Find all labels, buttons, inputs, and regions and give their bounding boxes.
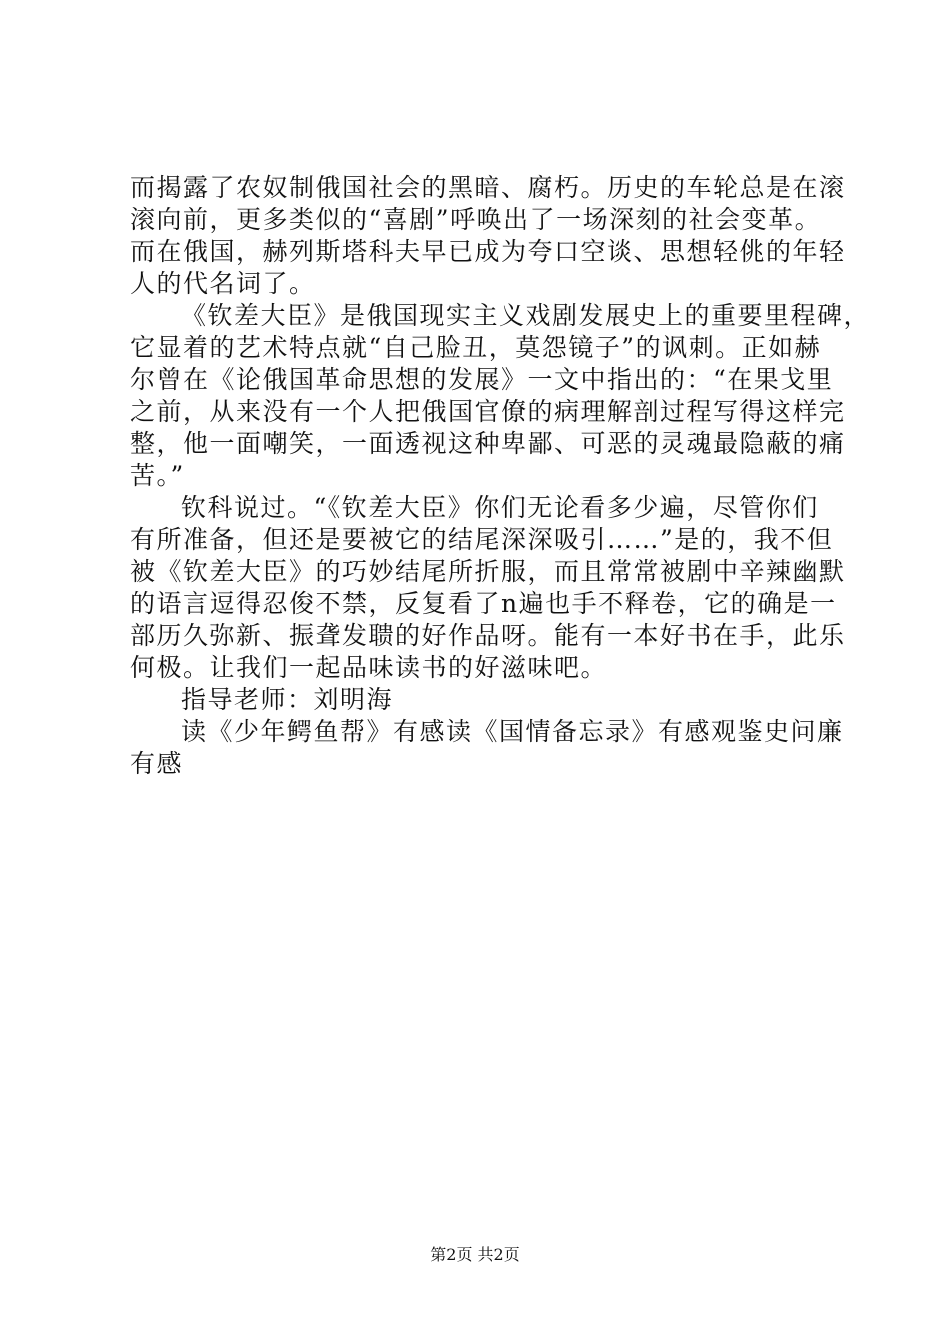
text-line: 有感	[130, 749, 184, 778]
paragraph-3	[130, 492, 846, 684]
text-line: 而在俄国，赫列斯塔科夫早已成为夸口空谈、思想轻佻的年轻	[130, 237, 846, 266]
text-line: 被《钦差大臣》的巧妙结尾所折服，而且常常被剧中辛辣幽默	[130, 557, 846, 586]
text-line: 的语言逗得忍俊不禁，反复看了n遍也手不释卷，它的确是一	[130, 589, 837, 618]
text-line: 滚向前，更多类似的“喜剧”呼唤出了一场深刻的社会变革。	[130, 205, 822, 234]
text-line: 指导老师：刘明海	[181, 685, 394, 714]
text-line: 读《少年鳄鱼帮》有感读《国情备忘录》有感观鉴史问廉	[181, 717, 844, 746]
paragraph-1	[130, 172, 846, 300]
text-line: 整，他一面嘲笑，一面透视这种卑鄙、可恶的灵魂最隐蔽的痛	[130, 429, 846, 458]
page-number-footer: 第2页 共2页	[430, 1245, 520, 1264]
text-line: 它显着的艺术特点就“自己脸丑，莫怨镜子”的讽刺。正如赫	[130, 333, 822, 362]
related-articles	[130, 716, 844, 780]
text-line: 苦。”	[130, 461, 185, 490]
text-line: 之前，从来没有一个人把俄国官僚的病理解剖过程写得这样完	[130, 397, 846, 426]
text-line: 而揭露了农奴制俄国社会的黑暗、腐朽。历史的车轮总是在滚	[130, 173, 846, 202]
teacher-line	[130, 684, 840, 716]
text-line: 钦科说过。“《钦差大臣》你们无论看多少遍，尽管你们	[181, 493, 819, 522]
text-line: 部历久弥新、振聋发聩的好作品呀。能有一本好书在手，此乐	[130, 621, 846, 650]
text-line: 人的代名词了。	[130, 269, 316, 298]
paragraph-2	[130, 300, 871, 492]
text-line: 有所准备，但还是要被它的结尾深深吸引……”是的，我不但	[130, 525, 834, 554]
text-line: 何极。让我们一起品味读书的好滋味吧。	[130, 653, 608, 682]
document-body	[130, 172, 871, 780]
text-line: 《钦差大臣》是俄国现实主义戏剧发展史上的重要里程碑，	[181, 301, 871, 330]
text-line: 尔曾在《论俄国革命思想的发展》一文中指出的：“在果戈里	[130, 365, 834, 394]
